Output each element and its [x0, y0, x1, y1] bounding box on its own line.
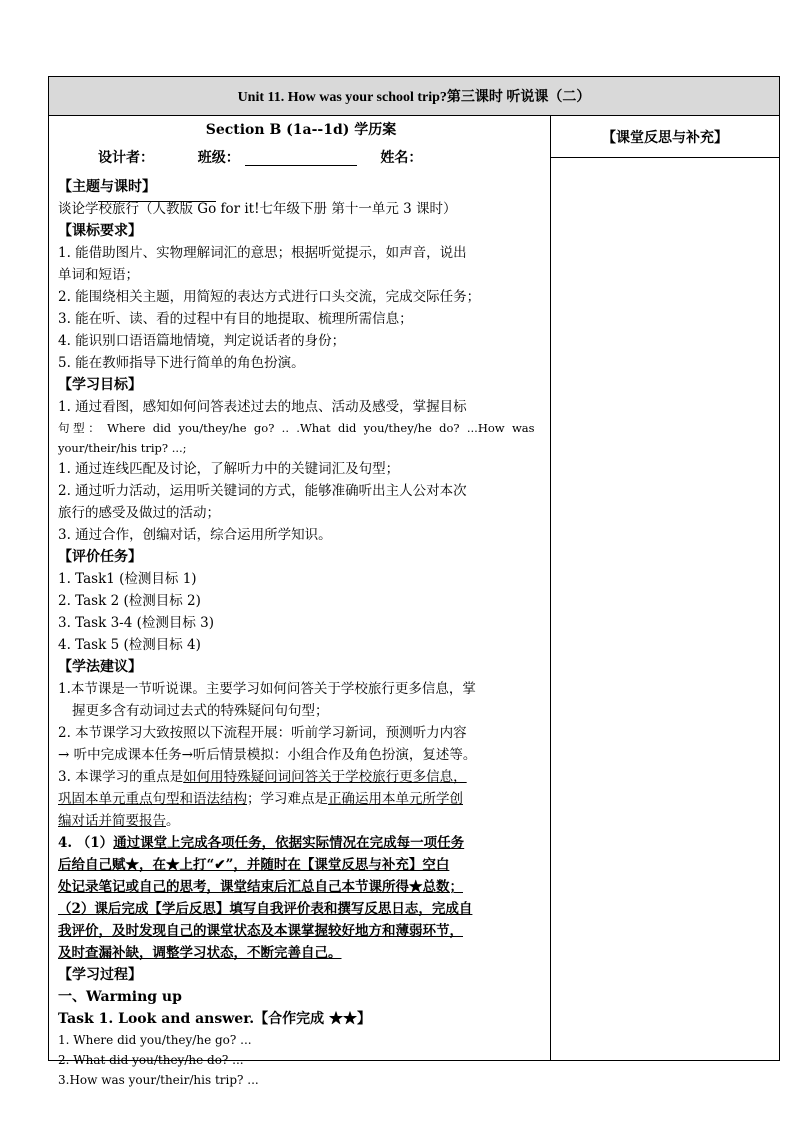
warming-up-heading: 一、Warming up: [58, 989, 182, 1005]
advice-p2-cont: → 听中完成课本任务→听后情景模拟：小组合作及角色扮演，复述等。: [58, 747, 477, 763]
designer-label: 设计者：: [98, 150, 154, 166]
standards-item: 2. 能围绕相关主题，用简短的表达方式进行口头交流，完成交际任务；: [58, 289, 481, 305]
standards-item: 1. 能借助图片、实物理解词汇的意思；根据听觉提示，如声音，说出: [58, 245, 467, 261]
advice-p4-line: 处记录笔记或自己的思考，课堂结束后汇总自己本节课所得★总数；: [58, 879, 463, 895]
standards-item: 单词和短语；: [58, 267, 139, 283]
question-item: 1. Where did you/they/he go? ...: [58, 1033, 252, 1047]
advice-p4-line: （2）课后完成【学后反思】填写自我评价表和撰写反思日志，完成自: [58, 901, 473, 917]
goals-item: 2. 通过听力活动，运用听关键词的方式，能够准确听出主人公对本次: [58, 483, 467, 499]
page-title: Unit 11. How was your school trip?第三课时 听说课（二）: [49, 77, 779, 116]
goals-heading: 【学习目标】: [58, 377, 142, 393]
advice-p3-focus: 如何用特殊疑问词问答关于学校旅行更多信息，: [183, 769, 467, 785]
goals-item: your/their/his trip? ...;: [58, 441, 187, 455]
goals-item: 3. 通过合作，创编对话，综合运用所学知识。: [58, 527, 332, 543]
goals-item: 旅行的感受及做过的活动；: [58, 505, 220, 521]
process-heading: 【学习过程】: [58, 967, 142, 983]
goals-item: 1. 通过看图，感知如何问答表述过去的地点、活动及感受，掌握目标: [58, 399, 467, 415]
question-item: 3.How was your/their/his trip? ...: [58, 1073, 259, 1087]
main-column: [49, 116, 551, 1087]
advice-p3-prefix: 3. 本课学习的重点是: [58, 769, 184, 785]
advice-p3-focus-2: 巩固本单元重点句型和语法结构: [58, 791, 247, 807]
advice-p4: [58, 832, 544, 854]
advice-p2: 2. 本节课学习大致按照以下流程开展：听前学习新词，预测听力内容: [58, 725, 467, 741]
advice-p4-line: 我评价，及时发现自己的课堂状态及本课掌握较好地方和薄弱环节，: [58, 923, 463, 939]
class-label: 班级：: [197, 150, 240, 166]
advice-p4-prefix: 4. （1）: [58, 835, 114, 851]
advice-p3-end: [58, 810, 544, 832]
standards-item: 4. 能识别口语语篇地情境，判定说话者的身份；: [58, 333, 346, 349]
advice-p3-difficulty: 正确运用本单元所学创: [328, 791, 463, 807]
advice-p4-line: 后给自己赋★，在★上打“✔”，并随时在【课堂反思与补充】空白: [58, 857, 450, 873]
evaluation-item: 1. Task1 (检测目标 1): [58, 571, 197, 587]
evaluation-item: 3. Task 3-4 (检测目标 3): [58, 615, 215, 631]
advice-p3-difficulty-2: 编对话并简要报告: [58, 813, 166, 829]
standards-item: 3. 能在听、读、看的过程中有目的地提取、梳理所需信息；: [58, 311, 413, 327]
advice-p1: 1.本节课是一节听说课。主要学习如何问答关于学校旅行更多信息，掌: [58, 681, 476, 697]
advice-p3: [58, 766, 544, 788]
task1-heading: Task 1. Look and answer.【合作完成 ★★】: [58, 1011, 372, 1027]
topic-text: 谈论学校旅行（人教版 Go for it!七年级下册 第十一单元 3 课时）: [58, 201, 457, 217]
designer-row: [58, 140, 544, 176]
evaluation-item: 2. Task 2 (检测目标 2): [58, 593, 201, 609]
evaluation-heading: 【评价任务】: [58, 549, 142, 565]
question-item: 2. What did you/they/he do? ...: [58, 1053, 244, 1067]
lesson-table: [48, 76, 780, 1087]
class-field[interactable]: [245, 151, 357, 166]
topic-heading: 【主题与课时】: [58, 179, 156, 195]
advice-heading: 【学法建议】: [58, 659, 142, 675]
goals-item: 句 型 ： Where did you/they/he go? .. .What did you/they/he do? ...How was: [58, 421, 535, 435]
evaluation-item: 4. Task 5 (检测目标 4): [58, 637, 201, 653]
advice-p1-cont: 握更多含有动词过去式的特殊疑问句句型；: [72, 703, 329, 719]
standards-item: 5. 能在教师指导下进行简单的角色扮演。: [58, 355, 305, 371]
advice-p3-mid: ；学习难点是: [247, 791, 328, 807]
section-title: Section B (1a--1d) 学历案: [205, 122, 397, 138]
advice-p4-line: 及时查漏补缺，调整学习状态，不断完善自己。: [58, 945, 342, 961]
reflection-heading: 【课堂反思与补充】: [551, 116, 779, 158]
advice-p3-period: 。: [166, 813, 180, 829]
goals-item: 1. 通过连线匹配及讨论，了解听力中的关键词汇及句型；: [58, 461, 400, 477]
reflection-column: [551, 116, 779, 1060]
name-label: 姓名：: [380, 150, 423, 166]
standards-heading: 【课标要求】: [58, 223, 142, 239]
advice-p4-text: 通过课堂上完成各项任务，依据实际情况在完成每一项任务: [113, 835, 465, 851]
advice-p3-cont: [58, 788, 544, 810]
